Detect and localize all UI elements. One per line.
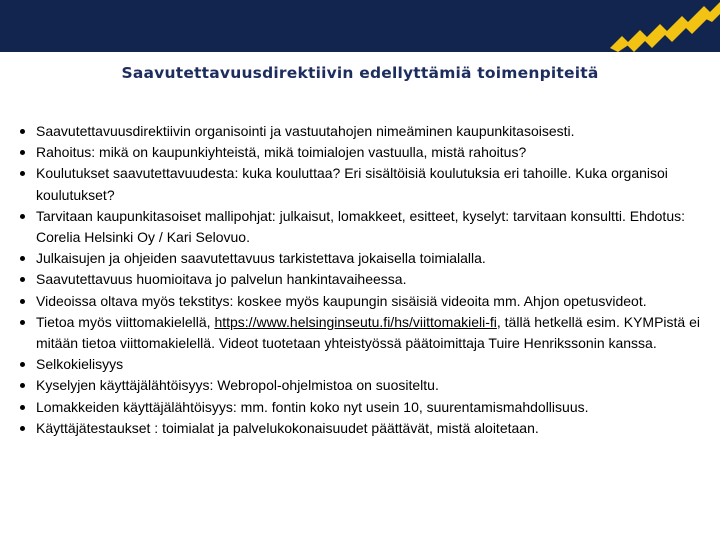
bullet-text: Saavutettavuusdirektiivin organisointi ja vastuutahojen nimeäminen kaupunkitasoisesti. bbox=[36, 123, 575, 139]
sign-language-link[interactable]: https://www.helsinginseutu.fi/hs/viittomakieli-fi bbox=[214, 313, 497, 330]
list-item bbox=[20, 291, 716, 312]
list-item bbox=[20, 269, 716, 290]
bullet-text: Videoissa oltava myös tekstitys: koskee myös kaupungin sisäisiä videoita mm. Ahjon opetusvideot. bbox=[36, 292, 647, 309]
list-item bbox=[20, 418, 716, 439]
bullet-text: Koulutukset saavutettavuudesta: kuka kouluttaa? Eri sisältöisiä koulutuksia eri tahoille. Kuka organisoi koulutukset? bbox=[36, 165, 668, 203]
bullet-dot bbox=[20, 299, 25, 304]
header-band bbox=[0, 0, 720, 52]
list-item bbox=[20, 397, 716, 418]
bullet-text: Saavutettavuus huomioitava jo palvelun hankintavaiheessa. bbox=[36, 271, 407, 288]
bullet-dot bbox=[20, 320, 25, 325]
bullet-dot bbox=[20, 383, 25, 388]
bullet-text-after-link: , tällä hetkellä esim. KYMPistä ei mitään tietoa viittomakielellä. Videot tuotetaan yhteistyössä päätoimittaja Tuire Henrikssonin kanssa. bbox=[36, 313, 700, 352]
list-item bbox=[20, 142, 716, 163]
bullet-dot bbox=[20, 405, 25, 410]
bullet-text: Käyttäjätestaukset : toimialat ja palvelukokonaisuudet päättävät, mistä aloitetaan. bbox=[36, 419, 539, 436]
bullet-text-before-link: Tietoa myös viittomakielellä, bbox=[36, 313, 215, 330]
slide-title: Saavutettavuusdirektiivin edellyttämiä toimenpiteitä bbox=[121, 64, 599, 82]
list-item bbox=[20, 121, 716, 142]
bullet-text: Lomakkeiden käyttäjälähtöisyys: mm. fontin koko nyt usein 10, suurentamismahdollisuus. bbox=[36, 398, 589, 415]
list-item bbox=[20, 206, 716, 248]
bullet-dot bbox=[20, 214, 25, 219]
bullet-text: Julkaisujen ja ohjeiden saavutettavuus tarkistettava jokaisella toimialalla. bbox=[36, 250, 486, 267]
bullet-dot bbox=[20, 171, 25, 176]
bullet-list bbox=[20, 121, 716, 439]
list-item bbox=[20, 354, 716, 375]
bullet-dot bbox=[20, 362, 25, 367]
list-item bbox=[20, 375, 716, 396]
bullet-dot bbox=[20, 129, 25, 134]
bullet-dot bbox=[20, 426, 25, 431]
bullet-text: Tarvitaan kaupunkitasoiset mallipohjat: julkaisut, lomakkeet, esitteet, kyselyt: tarvitaan konsultti. Ehdotus: Corelia Helsinki Oy / Kari Selovuo. bbox=[36, 207, 685, 246]
bullet-text: Kyselyjen käyttäjälähtöisyys: Webropol-ohjelmistoa on suositeltu. bbox=[36, 377, 439, 394]
bullet-dot bbox=[20, 277, 25, 282]
bullet-text: Selkokielisyys bbox=[36, 356, 124, 373]
list-item bbox=[20, 312, 716, 354]
list-item bbox=[20, 248, 716, 269]
bullet-dot bbox=[20, 256, 25, 261]
decorative-stripes bbox=[0, 0, 720, 52]
list-item bbox=[20, 163, 716, 205]
bullet-dot bbox=[20, 150, 25, 155]
bullet-text: Rahoitus: mikä on kaupunkiyhteistä, mikä toimialojen vastuulla, mistä rahoitus? bbox=[36, 144, 527, 161]
